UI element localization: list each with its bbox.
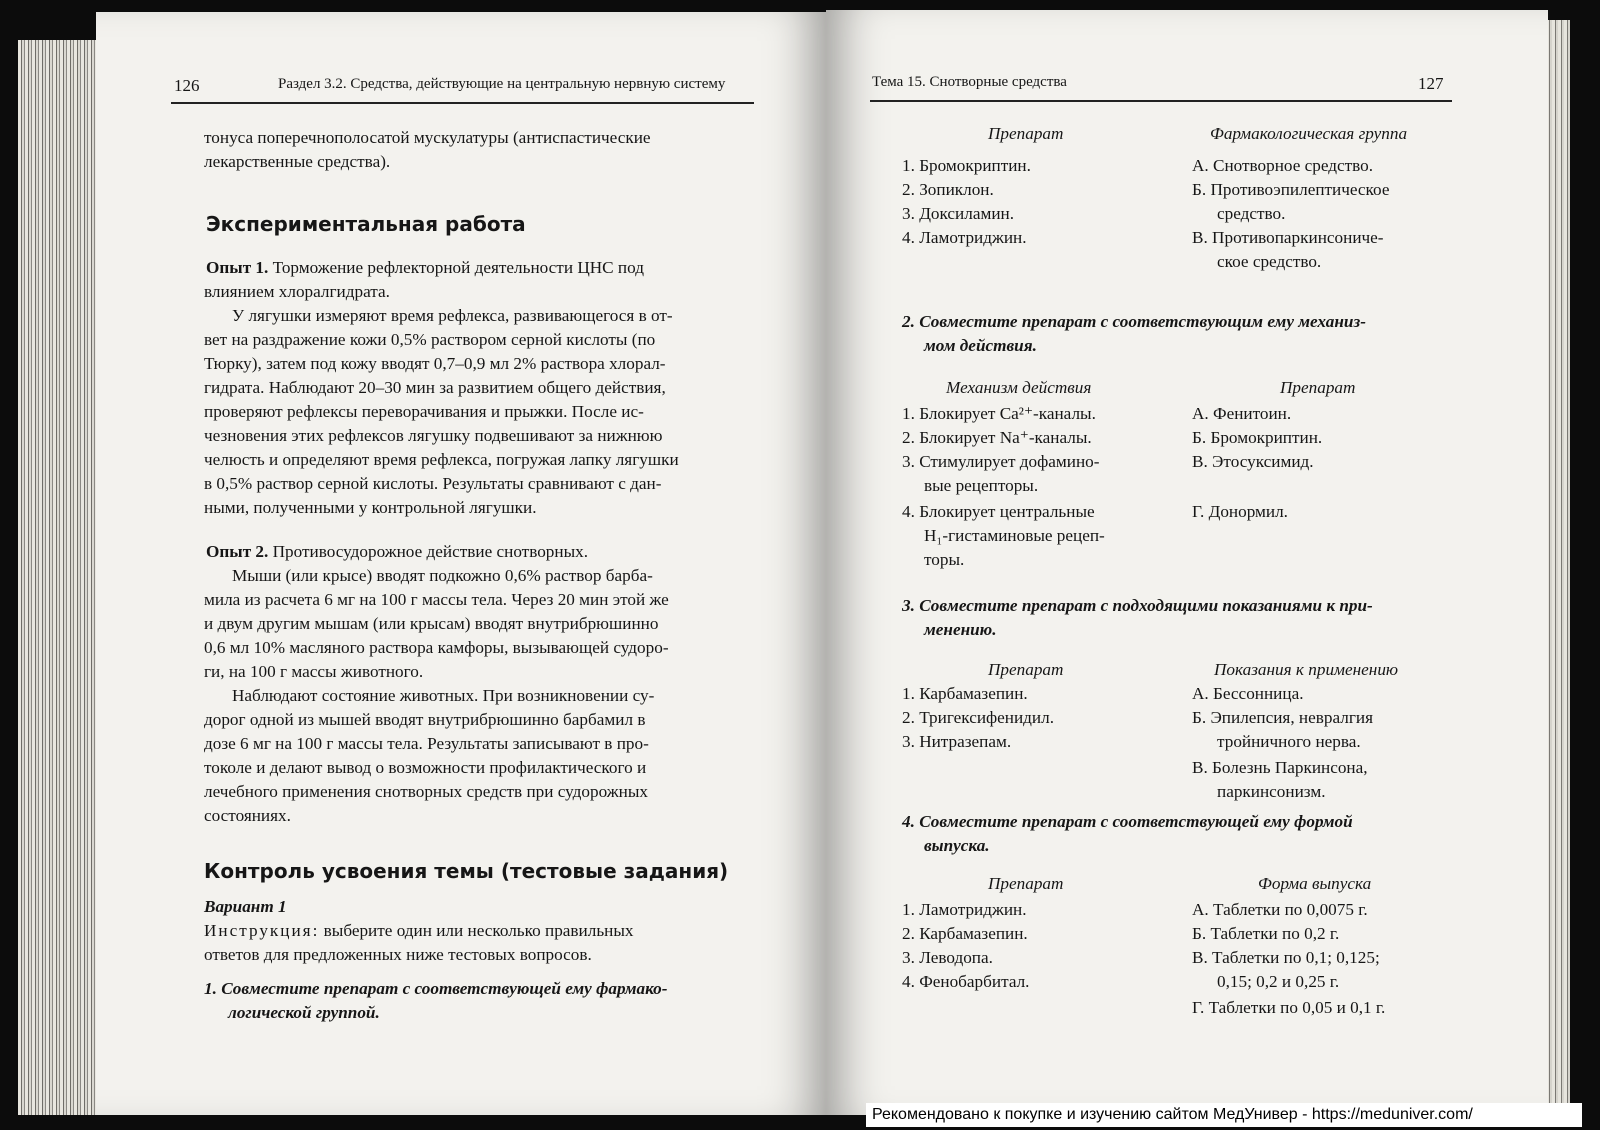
list-item: торы.	[924, 550, 965, 569]
experiment-title: Опыт 2. Противосудорожное действие снотворных.	[206, 542, 589, 561]
page-edges-left	[18, 40, 98, 1115]
text-line: Наблюдают состояние животных. При возникновении су-	[232, 686, 655, 705]
list-item: Б. Таблетки по 0,2 г.	[1192, 924, 1340, 943]
text-line: проверяют рефлексы переворачивания и прыжки. После ис-	[204, 402, 644, 421]
column-header: Препарат	[1280, 378, 1356, 397]
list-item: 4. Блокирует центральные	[902, 502, 1095, 521]
list-item: Г. Донормил.	[1192, 502, 1288, 521]
text-line: лекарственные средства).	[204, 152, 391, 171]
running-head: Тема 15. Снотворные средства	[872, 74, 1067, 90]
text-line: ги, на 100 г массы животного.	[204, 662, 424, 681]
list-item: А. Фенитоин.	[1192, 404, 1292, 423]
right-page	[826, 10, 1548, 1115]
text-line: дорог одной из мышей вводят внутрибрюшинно барбамил в	[204, 710, 646, 729]
column-header: Фармакологическая группа	[1210, 124, 1408, 143]
text-line: и двум другим мышам (или крысам) вводят внутрибрюшинно	[204, 614, 659, 633]
list-item: А. Таблетки по 0,0075 г.	[1192, 900, 1368, 919]
column-header: Механизм действия	[946, 378, 1092, 397]
list-item: В. Противопаркинсониче-	[1192, 228, 1384, 247]
text-line: в 0,5% раствор серной кислоты. Результаты сравнивают с дан-	[204, 474, 662, 493]
list-item: В. Таблетки по 0,1; 0,125;	[1192, 948, 1380, 967]
list-item: В. Болезнь Паркинсона,	[1192, 758, 1368, 777]
column-header: Показания к применению	[1214, 660, 1399, 679]
list-item: В. Этосуксимид.	[1192, 452, 1314, 471]
list-item: 2. Блокирует Na⁺-каналы.	[902, 428, 1092, 447]
question-text: менению.	[924, 620, 997, 639]
list-item: H₁-гистаминовые рецеп-	[924, 526, 1105, 545]
list-item: Б. Бромокриптин.	[1192, 428, 1323, 447]
text-line: ными, полученными у контрольной лягушки.	[204, 498, 537, 517]
variant-label: Вариант 1	[204, 897, 287, 916]
list-item: 2. Карбамазепин.	[902, 924, 1028, 943]
text-line: ответов для предложенных ниже тестовых вопросов.	[204, 945, 592, 964]
text-line: 0,6 мл 10% масляного раствора камфоры, вызывающей судоро-	[204, 638, 669, 657]
text-line: состояниях.	[204, 806, 291, 825]
question-text: 4. Совместите препарат с соответствующей ему формой	[902, 812, 1353, 831]
instruction: Инструкция: выберите один или несколько правильных	[204, 921, 634, 940]
text-line: мила из расчета 6 мг на 100 г массы тела. Через 20 мин этой же	[204, 590, 669, 609]
column-header: Препарат	[988, 124, 1064, 143]
running-head: Раздел 3.2. Средства, действующие на центральную нервную систему	[278, 76, 726, 92]
text-line: челюсть и определяют время рефлекса, погружая лапку лягушки	[204, 450, 679, 469]
text-line: гидрата. Наблюдают 20–30 мин за развитием общего действия,	[204, 378, 666, 397]
text-line: тонуса поперечнополосатой мускулатуры (антиспастические	[204, 128, 651, 147]
list-item: Б. Эпилепсия, невралгия	[1192, 708, 1373, 727]
list-item: 2. Тригексифенидил.	[902, 708, 1055, 727]
list-item: 3. Леводопа.	[902, 948, 993, 967]
question-text: мом действия.	[924, 336, 1037, 355]
list-item: 2. Зопиклон.	[902, 180, 994, 199]
page-number: 127	[1418, 74, 1444, 93]
list-item: вые рецепторы.	[924, 476, 1039, 495]
question-text: логической группой.	[228, 1003, 380, 1022]
list-item: паркинсонизм.	[1217, 782, 1326, 801]
header-rule	[171, 102, 754, 104]
text-line: дозе 6 мг на 100 г массы тела. Результаты записывают в про-	[204, 734, 649, 753]
question-text: 1. Совместите препарат с соответствующей ему фармако-	[204, 979, 668, 998]
question-text: 3. Совместите препарат с подходящими показаниями к при-	[902, 596, 1373, 615]
list-item: Г. Таблетки по 0,05 и 0,1 г.	[1192, 998, 1386, 1017]
text-line: Тюрку), затем под кожу вводят 0,7–0,9 мл 2% раствора хлорал-	[204, 354, 666, 373]
list-item: А. Снотворное средство.	[1192, 156, 1374, 175]
list-item: 3. Доксиламин.	[902, 204, 1015, 223]
list-item: 3. Стимулирует дофамино-	[902, 452, 1100, 471]
list-item: 1. Карбамазепин.	[902, 684, 1028, 703]
list-item: 4. Фенобарбитал.	[902, 972, 1030, 991]
left-page	[96, 12, 826, 1115]
text-line: У лягушки измеряют время рефлекса, развивающегося в от-	[232, 306, 673, 325]
text-line: влиянием хлоралгидрата.	[204, 282, 390, 301]
list-item: 1. Блокирует Ca²⁺-каналы.	[902, 404, 1096, 423]
text-line: чезновения этих рефлексов лягушку подвешивают за нижнюю	[204, 426, 663, 445]
list-item: 1. Бромокриптин.	[902, 156, 1031, 175]
column-header: Форма выпуска	[1258, 874, 1372, 893]
list-item: 3. Нитразепам.	[902, 732, 1012, 751]
text-line: вет на раздражение кожи 0,5% раствором серной кислоты (по	[204, 330, 656, 349]
list-item: ское средство.	[1217, 252, 1322, 271]
header-rule	[870, 100, 1452, 102]
column-header: Препарат	[988, 660, 1064, 679]
question-text: 2. Совместите препарат с соответствующим ему механиз-	[902, 312, 1366, 331]
text-line: лечебного применения снотворных средств при судорожных	[204, 782, 648, 801]
watermark-banner[interactable]: Рекомендовано к покупке и изучению сайтом МедУнивер - https://meduniver.com/	[866, 1103, 1582, 1127]
question-text: выпуска.	[924, 836, 990, 855]
list-item: Б. Противоэпилептическое	[1192, 180, 1390, 199]
list-item: средство.	[1217, 204, 1286, 223]
list-item: А. Бессонница.	[1192, 684, 1304, 703]
column-header: Препарат	[988, 874, 1064, 893]
list-item: 0,15; 0,2 и 0,25 г.	[1217, 972, 1340, 991]
list-item: тройничного нерва.	[1217, 732, 1361, 751]
text-line: Мыши (или крысе) вводят подкожно 0,6% раствор барба-	[232, 566, 653, 585]
list-item: 1. Ламотриджин.	[902, 900, 1027, 919]
list-item: 4. Ламотриджин.	[902, 228, 1027, 247]
experiment-title: Опыт 1. Торможение рефлекторной деятельности ЦНС под	[206, 258, 644, 277]
section-heading: Экспериментальная работа	[206, 212, 526, 236]
page-number: 126	[174, 76, 200, 95]
section-heading: Контроль усвоения темы (тестовые задания)	[204, 859, 729, 883]
text-line: токоле и делают вывод о возможности профилактического и	[204, 758, 647, 777]
